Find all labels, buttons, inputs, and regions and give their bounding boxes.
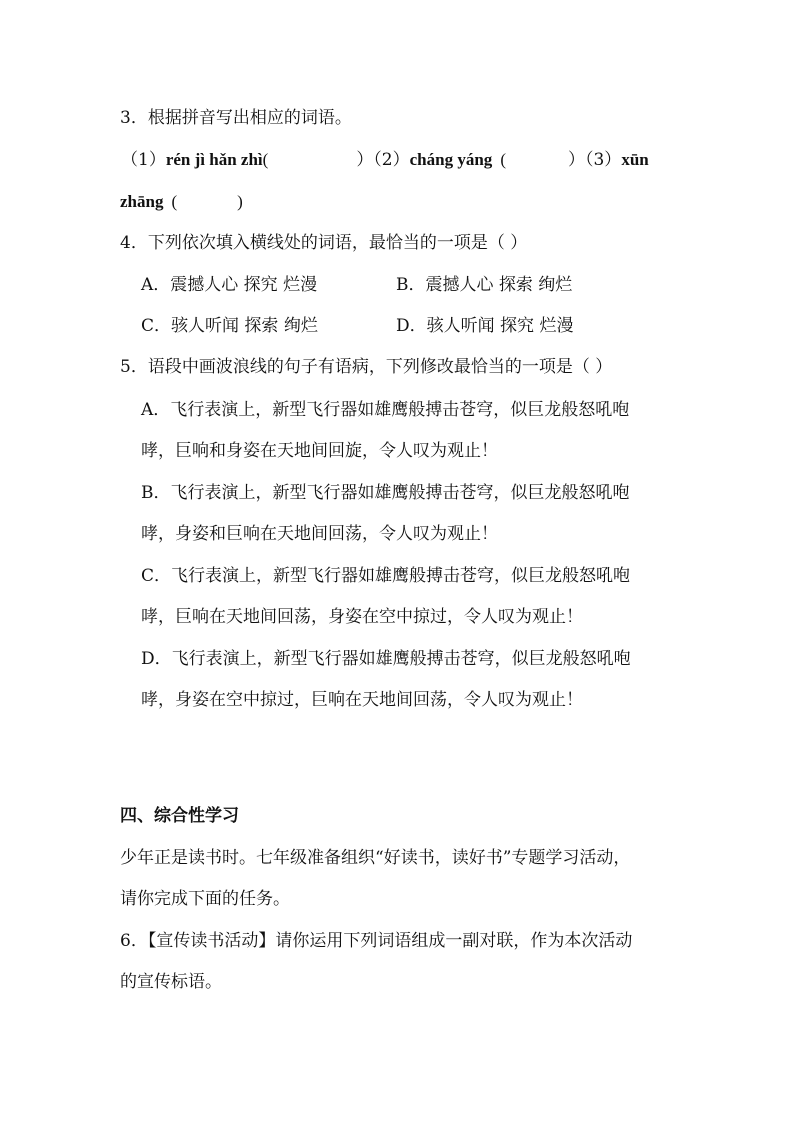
section-intro-line2: 请你完成下面的任务。 (120, 889, 290, 909)
q5-option-b-line2: 哮，身姿和巨响在天地间回荡，令人叹为观止！ (141, 524, 498, 544)
q5-option-a[interactable] (141, 398, 629, 422)
q5-option-b[interactable] (141, 481, 630, 505)
q3-items-line (121, 148, 649, 172)
q3-item2-label: ）（2） (356, 150, 410, 170)
q5-option-d-line1: 飞行表演上，新型飞行器如雄鹰般搏击苍穹，似巨龙般怒吼咆 (171, 649, 631, 669)
q4-option-d[interactable] (396, 314, 573, 338)
q4-option-c-text: 骇人听闻 探索 绚烂 (171, 316, 318, 336)
q4-option-c[interactable] (141, 314, 318, 338)
q4-stem: 4．下列依次填入横线处的词语，最恰当的一项是（ ） (120, 233, 528, 253)
section-title: 四、综合性学习 (120, 806, 239, 826)
q3-item3-pinyin-b: zhāng (120, 192, 164, 211)
q4-option-d-label: D． (396, 316, 427, 336)
q5-option-a-line2: 哮，巨响和身姿在天地间回旋，令人叹为观止！ (141, 441, 498, 461)
q4-option-b[interactable] (396, 273, 572, 297)
q4-option-c-label: C． (141, 316, 172, 336)
q5-option-c[interactable] (141, 564, 630, 588)
q5-option-c-line1: 飞行表演上，新型飞行器如雄鹰般搏击苍穹，似巨龙般怒吼咆 (171, 566, 631, 586)
q5-stem: 5．语段中画波浪线的句子有语病，下列修改最恰当的一项是（ ） (120, 357, 613, 377)
q4-option-b-text: 震撼人心 探索 绚烂 (425, 275, 573, 295)
q5-option-d-line2: 哮，身姿在空中掠过，巨响在天地间回荡，令人叹为观止！ (141, 690, 583, 710)
q3-item2-open-paren: ( (500, 150, 506, 169)
q3-item3-label: ）（3） (567, 150, 622, 170)
q5-option-c-line2: 哮，巨响在天地间回荡，身姿在空中掠过，令人叹为观止！ (141, 607, 583, 627)
q3-item2-pinyin: cháng yáng (409, 150, 493, 169)
q6-line1: 6．【宣传读书活动】请你运用下列词语组成一副对联，作为本次活动 (120, 931, 633, 951)
q4-option-a-label: A． (141, 275, 171, 295)
section-intro-line1: 少年正是读书时。七年级准备组织“好读书，读好书”专题学习活动， (120, 848, 631, 868)
q3-item1-pinyin: rén jì hǎn zhì (165, 150, 263, 169)
q3-item3-pinyin-a: xūn (621, 150, 649, 169)
q5-option-c-label: C． (141, 566, 172, 586)
q5-option-b-label: B． (141, 483, 171, 503)
q3-item3-open-paren: ( (171, 192, 178, 211)
q5-option-a-line1: 飞行表演上，新型飞行器如雄鹰般搏击苍穹，似巨龙般怒吼咆 (170, 400, 630, 420)
q3-items-line-2 (120, 190, 243, 214)
q3-item1-open-paren: ( (262, 150, 269, 169)
q4-option-d-text: 骇人听闻 探究 烂漫 (426, 316, 574, 336)
q4-option-a-text: 震撼人心 探究 烂漫 (170, 275, 318, 295)
q3-stem: 3．根据拼音写出相应的词语。 (120, 108, 352, 128)
q5-option-d-label: D． (141, 649, 172, 669)
q3-item1-label: （1） (121, 150, 166, 170)
q4-option-b-label: B． (396, 275, 426, 295)
q4-option-a[interactable] (141, 273, 317, 297)
q3-item3-close-paren: ) (237, 192, 243, 211)
q6-line2: 的宣传标语。 (120, 972, 222, 992)
q5-option-b-line1: 飞行表演上，新型飞行器如雄鹰般搏击苍穹，似巨龙般怒吼咆 (170, 483, 630, 503)
q5-option-a-label: A． (141, 400, 171, 420)
q5-option-d[interactable] (141, 647, 631, 671)
